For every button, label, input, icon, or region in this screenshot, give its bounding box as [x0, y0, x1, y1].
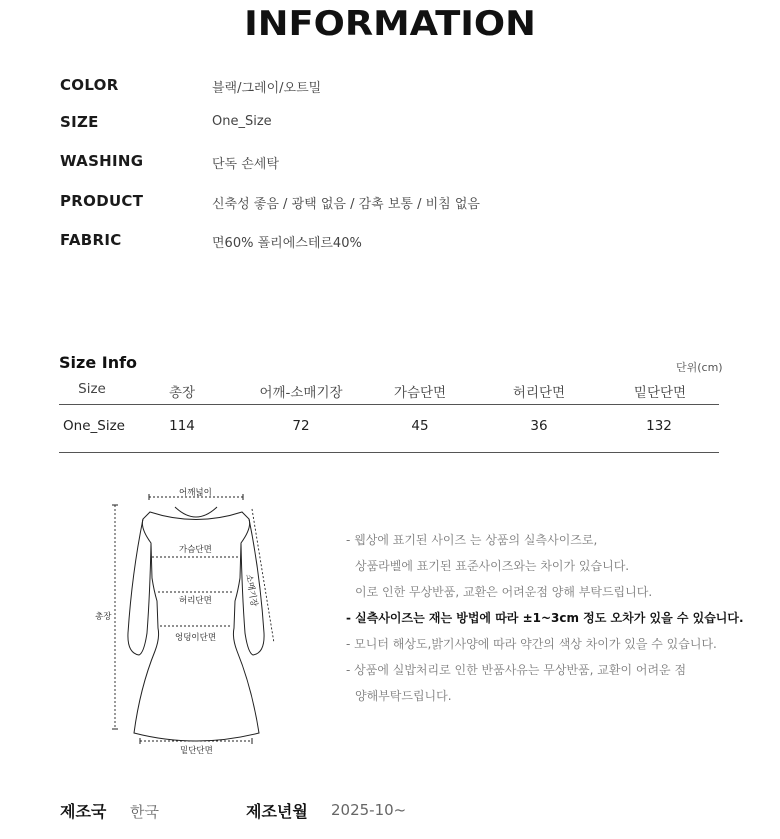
info-row-washing	[60, 152, 740, 176]
dress-measurement-figure	[92, 483, 292, 758]
table-header: 허리단면	[512, 385, 566, 401]
table-cell: 36	[530, 418, 548, 434]
figure-label-sleeve: 소매기장	[243, 573, 259, 608]
table-header: 총장	[168, 385, 196, 401]
table-header: Size	[78, 381, 106, 397]
table-cell: 45	[411, 418, 429, 434]
dress-outline-icon	[92, 483, 292, 758]
notice-list	[346, 527, 766, 709]
figure-label-hip: 엉덩이단면	[175, 633, 217, 643]
info-value: 블랙/그레이/오트밀	[212, 81, 322, 96]
table-cell: 114	[169, 418, 195, 434]
info-value: 신축성 좋음 / 광택 없음 / 감촉 보통 / 비침 없음	[212, 197, 480, 212]
notice-item: - 모니터 해상도,밝기사양에 따라 약간의 색상 차이가 있을 수 있습니다.	[346, 637, 717, 651]
notice-item: 이로 인한 무상반품, 교환은 어려운점 양해 부탁드립니다.	[355, 585, 653, 599]
unit-label: 단위(cm)	[676, 361, 723, 374]
info-label: WASHING	[60, 152, 144, 170]
info-row-product	[60, 192, 740, 216]
country-label: 제조국	[60, 802, 107, 821]
page-title: INFORMATION	[244, 4, 536, 44]
notice-item: - 상품에 실밥처리로 인한 반품사유는 무상반품, 교환이 어려운 점	[346, 663, 687, 677]
figure-label-hem: 밑단단면	[180, 746, 213, 756]
manufacture-date-label: 제조년월	[246, 802, 308, 821]
info-row-fabric	[60, 231, 740, 255]
info-row-size	[60, 113, 740, 137]
info-value: One_Size	[212, 114, 272, 129]
info-value: 단독 손세탁	[212, 157, 279, 172]
table-cell: 72	[292, 418, 310, 434]
table-header: 가슴단면	[393, 385, 447, 401]
info-label: FABRIC	[60, 231, 122, 249]
manufacture-date-value: 2025-10~	[331, 801, 407, 819]
figure-label-chest: 가슴단면	[179, 545, 212, 555]
figure-label-total: 총장	[95, 612, 112, 622]
notice-item-emphasis: - 실측사이즈는 재는 방법에 따라 ±1~3cm 정도 오차가 있을 수 있습니다.	[346, 611, 744, 625]
info-label: COLOR	[60, 76, 119, 94]
info-value: 면60% 폴리에스테르40%	[212, 236, 362, 251]
table-divider	[59, 452, 719, 453]
figure-label-shoulder: 어깨넓이	[179, 488, 212, 498]
info-label: SIZE	[60, 113, 99, 131]
table-divider	[59, 404, 719, 405]
table-header: 밑단단면	[633, 385, 687, 401]
info-row-color	[60, 76, 740, 100]
notice-item: - 웹상에 표기된 사이즈 는 상품의 실측사이즈로,	[346, 533, 598, 547]
info-label: PRODUCT	[60, 192, 144, 210]
size-info-title: Size Info	[59, 353, 138, 372]
table-cell: One_Size	[63, 418, 125, 434]
country-value: 한국	[130, 803, 159, 821]
notice-item: 상품라벨에 표기된 표준사이즈와는 차이가 있습니다.	[355, 559, 630, 573]
table-header: 어깨-소매기장	[259, 385, 343, 401]
table-cell: 132	[646, 418, 672, 434]
figure-label-waist: 허리단면	[179, 596, 212, 606]
notice-item: 양해부탁드립니다.	[355, 689, 452, 703]
